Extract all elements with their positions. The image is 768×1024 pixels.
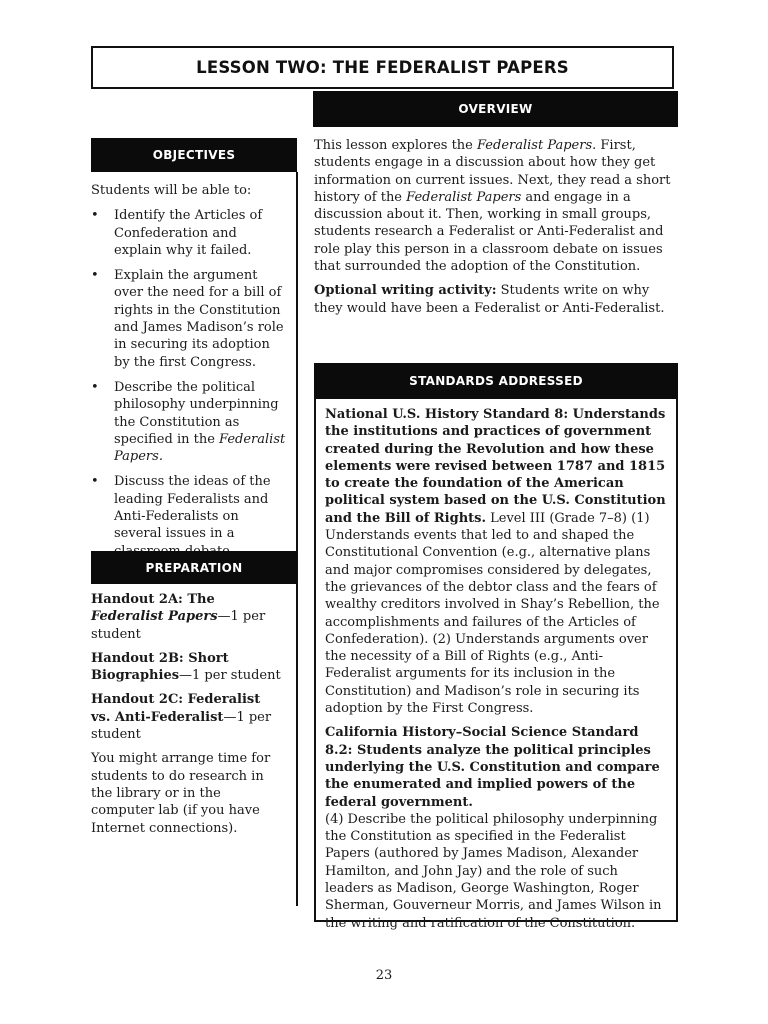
left-column-rule — [296, 172, 298, 906]
list-item: • Describe the political philosophy underpinning the Constitution as specified in the Federalist Papers. — [91, 379, 286, 465]
overview-paragraph: This lesson explores the Federalist Papers. First, students engage in a discussion about how they get information on current issues. Next, they read a short history of the Federalist Papers and engage in a discussion about it. Then, working in small groups, students research a Federalist or Anti-Federalist and role play this person in a classroom debate on issues that surrounded the adoption of the Constitution. — [314, 138, 671, 275]
standards-box — [314, 398, 678, 931]
lesson-title: LESSON TWO: THE FEDERALIST PAPERS — [196, 58, 569, 77]
page-number: 23 — [375, 968, 393, 983]
preparation-section — [91, 591, 283, 844]
list-item: • Discuss the ideas of the leading Federalists and Anti-Federalists on several issues in a — [91, 473, 286, 559]
list-item: • Explain the argument over the need for a bill of rights in the Constitution and James Madison’s role in securing its adoption by the first Congress. — [91, 267, 286, 371]
overview-section — [314, 137, 678, 317]
objectives-heading: OBJECTIVES — [91, 138, 297, 172]
preparation-heading: PREPARATION — [91, 551, 297, 584]
objectives-intro: Students will be able to: — [91, 183, 252, 198]
california-standard: California History–Social Science Standard 8.2: Students analyze the political principles underlying the U.S. Constitution and compare the enumerated and implied powers of the federal government. (4) Describe the political philosophy underpinning the Constitution as specified in the Federalist Papers (authored by James Madison, Alexander Hamilton, and John Jay) and the role of such leaders as Madison, George Washington, Roger Sherman, Gouverneur Morris, and James Wilson in the writing and ratification of the Constitution. — [325, 725, 662, 931]
handout-2a: Handout 2A: The Federalist Papers—1 per student — [91, 592, 266, 642]
list-item: • Identify the Articles of Confederation and explain why it failed. — [91, 207, 286, 259]
lesson-title-box — [91, 46, 674, 89]
optional-writing-activity: Optional writing activity: Students write on why they would have been a Federalist or Anti-Federalist. — [314, 283, 665, 316]
objectives-section — [91, 182, 286, 568]
handout-2b: Handout 2B: Short Biographies—1 per student — [91, 650, 281, 684]
objectives-list — [91, 207, 286, 560]
national-standard: National U.S. History Standard 8: Understands the institutions and practices of government created during the Revolution and how these elements were revised between 1787 and 1815 to create the foundation of the American political system based on the U.S. Constitution and the Bill of Rights. Level III (Grade 7–8) (1) Understands events that led to and shaped the Constitutional Convention (e.g., alternative plans and major compromises considered by delegates, the grievances of the debtor class and the fears of wealthy creditors involved in Shay’s Rebellion, the accomplishments and failures of the Articles of Confederation). (2) Understands arguments over the necessity of a Bill of Rights (e.g., Anti-Federalist arguments for its inclusion in the Constitution) and Madison’s role in securing its adoption by the First Congress. — [325, 407, 666, 717]
handout-2c: Handout 2C: Federalist vs. Anti-Federalist—1 per student — [91, 692, 272, 743]
preparation-note: You might arrange time for students to do research in the library or in the computer lab (if you have Internet connections). — [91, 751, 271, 836]
overview-heading: OVERVIEW — [313, 91, 678, 127]
standards-heading: STANDARDS ADDRESSED — [314, 363, 678, 399]
